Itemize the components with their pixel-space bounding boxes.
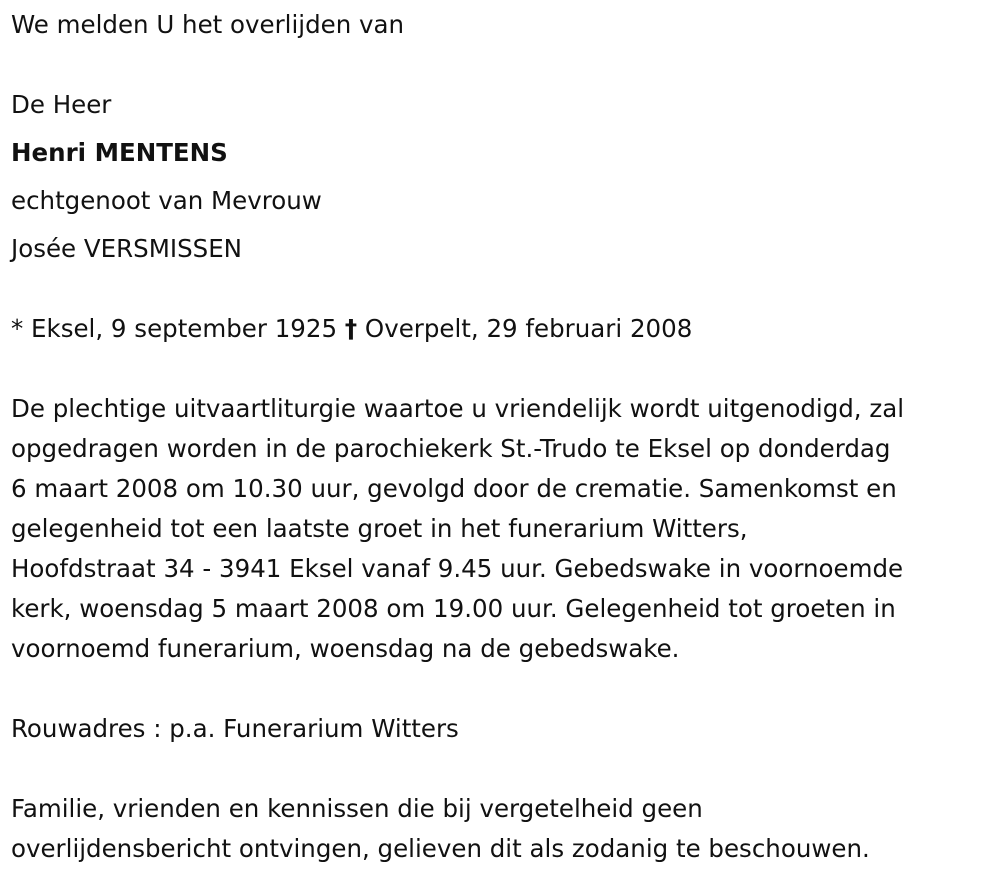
ceremony-paragraph: [11, 389, 996, 669]
ceremony-line: 6 maart 2008 om 10.30 uur, gevolgd door de crematie. Samenkomst en: [11, 474, 897, 503]
ceremony-line: gelegenheid tot een laatste groet in het funerarium Witters,: [11, 514, 748, 543]
ceremony-line: Hoofdstraat 34 - 3941 Eksel vanaf 9.45 uur. Gebedswake in voornoemde: [11, 554, 904, 583]
death-info: Overpelt, 29 februari 2008: [364, 314, 693, 343]
dates-line: [11, 309, 692, 349]
ceremony-line: De plechtige uitvaartliturgie waartoe u vriendelijk wordt uitgenodigd, zal: [11, 394, 905, 423]
cross-icon: †: [344, 314, 358, 343]
closing-line: overlijdensbericht ontvingen, gelieven dit als zodanig te beschouwen.: [11, 834, 870, 863]
closing-paragraph: [11, 789, 996, 869]
ceremony-line: kerk, woensdag 5 maart 2008 om 19.00 uur. Gelegenheid tot groeten in: [11, 594, 896, 623]
address-text: Rouwadres : p.a. Funerarium Witters: [11, 714, 459, 743]
ceremony-line: voornoemd funerarium, woensdag na de gebedswake.: [11, 634, 680, 663]
ceremony-line: opgedragen worden in de parochiekerk St.-Trudo te Eksel op donderdag: [11, 434, 891, 463]
spouse-name: Josée VERSMISSEN: [11, 234, 243, 263]
birth-info: * Eksel, 9 september 1925: [11, 314, 338, 343]
relation-text: echtgenoot van Mevrouw: [11, 186, 322, 215]
intro-text: We melden U het overlijden van: [11, 10, 405, 39]
closing-line: Familie, vrienden en kennissen die bij vergetelheid geen: [11, 794, 703, 823]
title-text: De Heer: [11, 90, 112, 119]
deceased-name: Henri MENTENS: [11, 138, 228, 167]
